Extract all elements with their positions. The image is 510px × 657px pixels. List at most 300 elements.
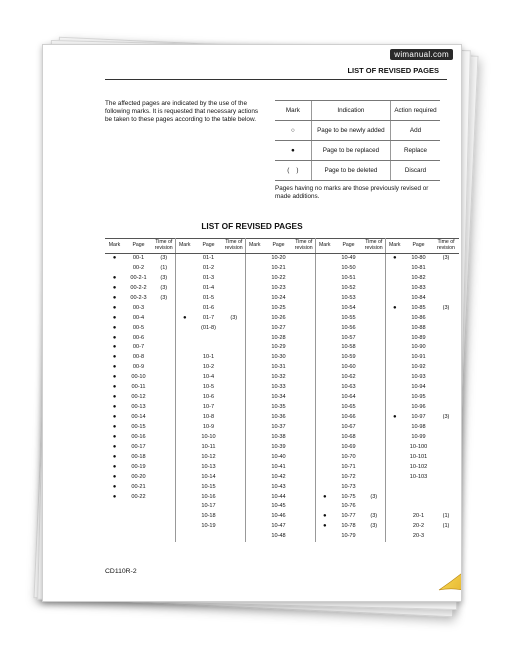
page-number: 10-80 (411, 255, 426, 262)
revision-mark (245, 353, 264, 363)
table-row (105, 393, 459, 403)
page-number: 20-1 (412, 513, 425, 520)
revised-pages-header-row (105, 239, 459, 254)
revision-mark (315, 393, 334, 403)
table-row (105, 274, 459, 284)
revision-mark (315, 343, 334, 353)
page-number: 10-39 (271, 443, 286, 450)
revised-pages-table (105, 238, 459, 542)
list-title: LIST OF REVISED PAGES (201, 221, 303, 231)
page-header: Page (264, 239, 293, 254)
revision-mark (315, 294, 334, 304)
revision-time (293, 314, 315, 324)
revision-time (223, 403, 245, 413)
page-number: 10-71 (341, 463, 356, 470)
revision-mark (315, 353, 334, 363)
page-number: 10-23 (271, 284, 286, 291)
page-number: 10-82 (411, 274, 426, 281)
mark-indication: Page to be deleted (311, 161, 390, 181)
revision-time (363, 334, 385, 344)
revision-mark (175, 493, 194, 503)
revision-time (433, 403, 459, 413)
table-row (105, 453, 459, 463)
revision-mark (105, 264, 124, 274)
revision-mark (315, 324, 334, 334)
mark-symbol: ( ) (275, 161, 311, 181)
revision-time (363, 473, 385, 483)
revision-time (363, 353, 385, 363)
revision-time: (3) (442, 304, 450, 311)
revision-time (293, 373, 315, 383)
page-number: 10-55 (341, 314, 356, 321)
page-number: 10-53 (341, 294, 356, 301)
page-number: 10-50 (341, 264, 356, 271)
revision-time (293, 522, 315, 532)
table-row (105, 433, 459, 443)
revision-time (153, 463, 175, 473)
page-number: 10-12 (201, 453, 216, 460)
revision-mark: ● (112, 374, 117, 381)
page-number: 10-65 (341, 404, 356, 411)
page-number: 00-6 (132, 334, 145, 341)
revision-mark (315, 413, 334, 423)
table-row (105, 343, 459, 353)
revision-time (223, 512, 245, 522)
revision-mark (245, 403, 264, 413)
revision-mark (245, 324, 264, 334)
revision-time (433, 373, 459, 383)
page-number: 10-92 (411, 364, 426, 371)
revision-mark (385, 473, 404, 483)
revision-time (223, 423, 245, 433)
revision-time (293, 324, 315, 334)
page-number: 00-2-2 (130, 284, 147, 291)
revision-mark: ● (112, 433, 117, 440)
revision-mark: ● (112, 493, 117, 500)
revision-mark (175, 512, 194, 522)
page-number: 10-20 (271, 255, 286, 262)
page-number: (01-8) (201, 324, 216, 331)
revision-time (223, 254, 245, 264)
revision-mark: ● (112, 423, 117, 430)
page-number: 10-38 (271, 433, 286, 440)
page-number: 10-68 (341, 433, 356, 440)
revision-mark (385, 463, 404, 473)
page-number (194, 532, 223, 542)
revision-time (223, 433, 245, 443)
revision-time (153, 314, 175, 324)
revision-time (363, 264, 385, 274)
revision-time: (3) (153, 284, 175, 294)
revision-mark: ● (112, 463, 117, 470)
revision-mark (385, 483, 404, 493)
revision-mark (175, 274, 194, 284)
table-row (105, 413, 459, 423)
revision-mark (245, 264, 264, 274)
table-row (105, 363, 459, 373)
page-number: 10-36 (271, 414, 286, 421)
revision-mark (175, 304, 194, 314)
revision-time (433, 343, 459, 353)
marks-row (275, 121, 440, 141)
revision-mark (245, 413, 264, 423)
revision-mark (245, 443, 264, 453)
revision-mark (175, 463, 194, 473)
page-number: 10-24 (271, 294, 286, 301)
revision-time (363, 502, 385, 512)
revision-mark: ● (112, 274, 117, 281)
revision-time (223, 463, 245, 473)
revision-mark: ● (322, 493, 327, 500)
page-number (124, 502, 153, 512)
revision-time (293, 343, 315, 353)
revision-time (153, 343, 175, 353)
revision-time (223, 522, 245, 532)
revision-time (433, 284, 459, 294)
revision-mark (245, 363, 264, 373)
page-number: 10-57 (341, 334, 356, 341)
mark-header: Mark (105, 239, 124, 254)
table-row (105, 314, 459, 324)
revision-mark (245, 334, 264, 344)
page-number: 10-35 (271, 404, 286, 411)
page-number: 10-91 (411, 354, 426, 361)
revision-time (153, 473, 175, 483)
revision-time (363, 314, 385, 324)
page-number: 10-6 (202, 394, 215, 401)
revision-time (223, 274, 245, 284)
table-row (105, 443, 459, 453)
revision-time (223, 343, 245, 353)
page-number: 10-45 (271, 503, 286, 510)
revision-time (293, 433, 315, 443)
revision-mark (175, 324, 194, 334)
revision-time (223, 383, 245, 393)
revision-time (153, 353, 175, 363)
revision-time: (1) (442, 523, 450, 530)
revision-time (223, 304, 245, 314)
revision-time (433, 353, 459, 363)
revision-mark: ● (392, 304, 397, 311)
revision-mark: ● (112, 453, 117, 460)
revision-time (293, 512, 315, 522)
page-number: 10-30 (271, 354, 286, 361)
page-number: 20-3 (412, 533, 425, 540)
revision-mark: ● (112, 404, 117, 411)
revision-mark (105, 532, 124, 542)
page-number: 10-47 (271, 523, 286, 530)
revision-time (223, 453, 245, 463)
page-number: 00-22 (131, 493, 146, 500)
revision-mark (245, 502, 264, 512)
revision-mark (315, 463, 334, 473)
revision-time (363, 324, 385, 334)
page-number: 10-31 (271, 364, 286, 371)
revision-time (363, 433, 385, 443)
revision-mark (175, 433, 194, 443)
page-number: 10-75 (341, 493, 356, 500)
revision-time: (3) (153, 274, 175, 284)
revision-mark (245, 483, 264, 493)
page-number: 10-29 (271, 344, 286, 351)
table-row (105, 334, 459, 344)
revision-time (363, 532, 385, 542)
page-number: 10-34 (271, 394, 286, 401)
page-header: Page (334, 239, 363, 254)
revision-time (363, 373, 385, 383)
table-row (105, 512, 459, 522)
page-number: 10-103 (409, 473, 428, 480)
revision-mark: ● (112, 443, 117, 450)
revision-mark (245, 284, 264, 294)
revision-time: (1) (153, 264, 175, 274)
page-number: 10-70 (341, 453, 356, 460)
revision-mark: ● (112, 364, 117, 371)
revision-mark (245, 373, 264, 383)
page-number: 10-78 (341, 523, 356, 530)
page-number: 10-28 (271, 334, 286, 341)
page-number: 00-2-3 (130, 294, 147, 301)
revision-time (153, 423, 175, 433)
revision-mark: ● (112, 394, 117, 401)
revision-time (363, 343, 385, 353)
page-header: Page (194, 239, 223, 254)
revision-time (433, 493, 459, 503)
page-number: 00-7 (132, 344, 145, 351)
revision-time (363, 304, 385, 314)
table-row (105, 473, 459, 483)
page-number: 00-3 (132, 304, 145, 311)
page-number (194, 334, 223, 344)
revision-mark (245, 522, 264, 532)
revision-mark: ● (112, 284, 117, 291)
document-code: CD110R-2 (105, 568, 137, 575)
revision-time (153, 324, 175, 334)
revision-mark (245, 393, 264, 403)
page-number: 10-4 (202, 374, 215, 381)
revision-mark (175, 413, 194, 423)
revision-mark (245, 463, 264, 473)
page-number: 10-56 (341, 324, 356, 331)
revision-mark (175, 343, 194, 353)
revision-time (153, 393, 175, 403)
revision-time (223, 473, 245, 483)
revision-time (433, 314, 459, 324)
table-row (105, 403, 459, 413)
revision-time (293, 443, 315, 453)
page-number: 10-60 (341, 364, 356, 371)
page-number: 10-48 (271, 533, 286, 540)
revision-mark: ● (392, 414, 397, 421)
page-header: Page (404, 239, 433, 254)
page-number: 01-5 (202, 294, 215, 301)
revision-mark (175, 532, 194, 542)
page-number: 00-17 (131, 443, 146, 450)
revision-mark (385, 502, 404, 512)
revision-time (153, 483, 175, 493)
revision-time: (3) (223, 314, 245, 324)
revision-mark: ● (112, 314, 117, 321)
page-number: 10-66 (341, 414, 356, 421)
page-number: 10-93 (411, 374, 426, 381)
revision-mark (385, 453, 404, 463)
marks-header-cell: Action required (390, 101, 440, 121)
revision-time (293, 453, 315, 463)
revision-mark: ● (112, 334, 117, 341)
revised-pages-body (105, 254, 459, 543)
revision-mark (385, 343, 404, 353)
revision-mark (385, 363, 404, 373)
table-row (105, 373, 459, 383)
revision-time (433, 423, 459, 433)
revision-time (223, 393, 245, 403)
revision-mark (175, 363, 194, 373)
revision-mark (175, 264, 194, 274)
revision-mark (385, 383, 404, 393)
revision-mark: ● (112, 324, 117, 331)
revision-mark (385, 393, 404, 403)
page-number: 10-10 (201, 433, 216, 440)
table-row (105, 353, 459, 363)
revision-time (293, 284, 315, 294)
revision-time (223, 493, 245, 503)
revision-time (433, 324, 459, 334)
page-number: 10-95 (411, 394, 426, 401)
marks-note: Pages having no marks are those previously revised or made additions. (275, 185, 429, 201)
revision-mark (385, 522, 404, 532)
revision-mark: ● (322, 523, 327, 530)
revision-mark: ● (112, 354, 117, 361)
revision-time (433, 433, 459, 443)
revision-time (363, 294, 385, 304)
revision-time (153, 413, 175, 423)
revision-mark (385, 443, 404, 453)
page-number: 10-21 (271, 264, 286, 271)
revision-time (293, 463, 315, 473)
revision-mark (175, 522, 194, 532)
page-number: 00-9 (132, 364, 145, 371)
page-number: 10-88 (411, 324, 426, 331)
revision-mark (315, 264, 334, 274)
marks-header-cell: Mark (275, 101, 311, 121)
revision-time: (3) (153, 254, 175, 264)
page-number: 00-13 (131, 404, 146, 411)
revision-mark (385, 493, 404, 503)
page-number: 10-86 (411, 314, 426, 321)
revision-time (363, 413, 385, 423)
revision-time (153, 453, 175, 463)
page-number: 10-8 (202, 414, 215, 421)
revision-time (153, 304, 175, 314)
revision-mark (245, 453, 264, 463)
revision-time (153, 522, 175, 532)
page-number: 10-59 (341, 354, 356, 361)
page-number: 10-67 (341, 423, 356, 430)
revision-mark (315, 532, 334, 542)
page-number (404, 483, 433, 493)
revision-mark (175, 373, 194, 383)
page-number: 10-89 (411, 334, 426, 341)
revision-time (363, 393, 385, 403)
page-number (404, 493, 433, 503)
revision-time (433, 294, 459, 304)
page-number: 10-33 (271, 384, 286, 391)
revision-mark (315, 284, 334, 294)
revision-mark (175, 453, 194, 463)
page-number: 00-10 (131, 374, 146, 381)
revision-mark: ● (322, 513, 327, 520)
page-number: 10-73 (341, 483, 356, 490)
page-number: 10-27 (271, 324, 286, 331)
revision-time (153, 502, 175, 512)
page-number: 10-2 (202, 364, 215, 371)
page-number: 00-16 (131, 433, 146, 440)
page-number: 00-8 (132, 354, 145, 361)
watermark-badge: wimanual.com (390, 49, 453, 60)
mark-header: Mark (315, 239, 334, 254)
revision-mark (245, 512, 264, 522)
revision-mark (385, 314, 404, 324)
revision-mark (245, 314, 264, 324)
table-row (105, 522, 459, 532)
page-number: 10-42 (271, 473, 286, 480)
marks-header-row (275, 101, 440, 121)
page-number: 10-15 (201, 483, 216, 490)
page-number: 10-52 (341, 284, 356, 291)
revision-mark (315, 473, 334, 483)
revision-time: (3) (442, 255, 450, 262)
page-number: 10-22 (271, 274, 286, 281)
mark-header: Mark (175, 239, 194, 254)
revision-time (153, 433, 175, 443)
table-row (105, 423, 459, 433)
page-number: 10-14 (201, 473, 216, 480)
revision-time: (3) (442, 414, 450, 421)
mark-action: Replace (390, 141, 440, 161)
revision-time (223, 413, 245, 423)
revision-mark: ● (112, 473, 117, 480)
page-number: 00-11 (131, 384, 146, 391)
revision-time (153, 383, 175, 393)
revision-mark (105, 502, 124, 512)
revision-time (293, 294, 315, 304)
revision-mark (245, 254, 264, 264)
revision-mark: ● (112, 483, 117, 490)
page-number: 10-19 (201, 523, 216, 530)
intro-paragraph: The affected pages are indicated by the use of the following marks. It is requested that necessary actions be taken to these pages according to the table below. (105, 100, 259, 124)
revision-mark (385, 324, 404, 334)
page-number: 10-64 (341, 394, 356, 401)
table-row (105, 483, 459, 493)
revision-time (153, 363, 175, 373)
revision-header: Time of revision (433, 239, 459, 254)
revision-mark (245, 294, 264, 304)
page-number: 10-7 (202, 404, 215, 411)
page-number: 10-102 (409, 463, 428, 470)
revision-time (223, 324, 245, 334)
revision-mark (315, 443, 334, 453)
revision-mark (385, 353, 404, 363)
revision-time (153, 532, 175, 542)
page-number: 10-84 (411, 294, 426, 301)
revision-mark (385, 284, 404, 294)
revision-time (293, 353, 315, 363)
revision-mark (385, 532, 404, 542)
page-number: 20-2 (412, 523, 425, 530)
revision-time (433, 334, 459, 344)
page-number: 00-2-1 (130, 274, 147, 281)
page-number: 10-26 (271, 314, 286, 321)
